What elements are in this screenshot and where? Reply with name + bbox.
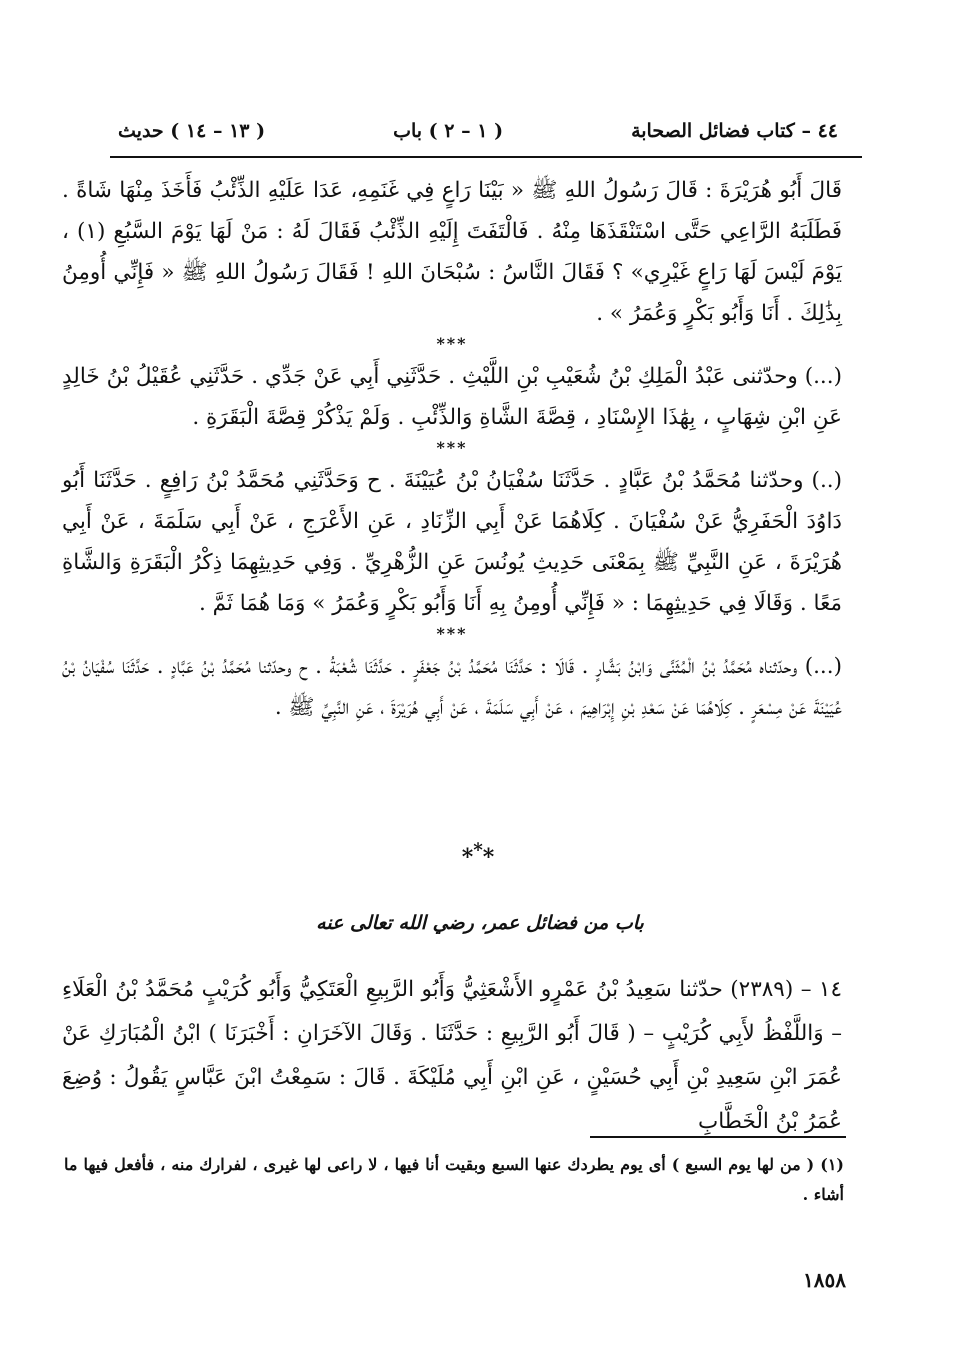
page-number: ١٨٥٨ bbox=[803, 1268, 846, 1292]
main-text bbox=[62, 170, 842, 728]
paragraph-1: قَالَ أَبُو هُرَيْرَةَ : قَالَ رَسُولُ اللهِ ﷺ « بَيْنَا رَاعٍ فِي غَنَمِهِ، عَدَا عَلَيْهِ الذِّئْبُ فَأَخَذَ مِنْهَا شَاةً . فَطَلَبَهُ الرَّاعِي حَتَّى اسْتَنْقَذَهَا مِنْهُ . فَالْتَفَتَ إِلَيْهِ الذِّئْبُ فَقَالَ لَهُ : مَنْ لَهَا يَوْمَ السَّبُعِ (١) ، يَوْمَ لَيْسَ لَهَا رَاعٍ غَيْرِي» ؟ فَقَالَ النَّاسُ : سُبْحَانَ اللهِ ! فَقَالَ رَسُولُ اللهِ ﷺ « فَإِنِّي أُومِنُ بِذَٰلِكَ . أَنَا وَأَبُو بَكْرٍ وَعُمَرُ » . bbox=[62, 178, 842, 326]
paragraph-4: (...) وحدّثناه مُحَمَّدُ بْنُ الْمُثَنَّى وَابْنُ بَشَّارٍ . قَالَا : حَدَّثَنَا مُحَمَّدُ بْنُ جَعْفَرٍ . حَدَّثَنَا شُعْبَةُ . ح وحدّثنا مُحَمَّدُ بْنُ عَبَّادٍ . حَدَّثَنَا سُفْيَانُ بْنُ عُيَيْنَةَ عَنْ مِسْعَرٍ . كِلَاهُمَا عَنْ سَعْدِ بْنِ إِبْرَاهِيمَ ، عَنْ أَبِي سَلَمَةَ ، عَنْ أَبِي هُرَيْرَةَ ، عَنِ النَّبِيِّ ﷺ . bbox=[62, 654, 842, 720]
chapter-title: باب من فضائل عمر، رضي الله تعالى عنه bbox=[316, 912, 644, 934]
running-header bbox=[118, 112, 838, 150]
footnote-1: (١) ( من لها يوم السبع ) أى يوم يطردك عنها السبع وبقيت أنا فيها ، لا راعى لها غيرى ، لفرارك منه ، فأفعل فيها ما أشاء . bbox=[64, 1155, 844, 1204]
header-hadith-range: ( ١٣ – ١٤ ) حديث bbox=[118, 120, 266, 142]
header-chapter-range: ( ١ – ٢ ) باب bbox=[393, 120, 504, 142]
separator-2: *** bbox=[436, 438, 468, 457]
separator-3: *** bbox=[436, 624, 468, 643]
header-book-title: ٤٤ – كتاب فضائل الصحابة bbox=[631, 120, 838, 142]
section-break: *** bbox=[461, 840, 495, 871]
paragraph-2: (...) وحدّثنى عَبْدُ الْمَلِكِ بْنُ شُعَيْبِ بْنِ اللَّيْثِ . حَدَّثَنِي أَبِي عَنْ جَدِّي . حَدَّثَنِي عُقَيْلُ بْنُ خَالِدٍ عَنِ ابْنِ شِهَابٍ ، بِهَٰذَا الإِسْنَادِ ، قِصَّةَ الشَّاةِ وَالذِّئْبِ . وَلَمْ يَذْكُرْ قِصَّةَ الْبَقَرَةِ . bbox=[62, 364, 842, 430]
paragraph-3: (..) وحدّثنا مُحَمَّدُ بْنُ عَبَّادٍ . حَدَّثَنَا سُفْيَانُ بْنُ عُيَيْنَةَ . ح وَحَدَّثَنِي مُحَمَّدُ بْنُ رَافِعٍ . حَدَّثَنَا أَبُو دَاوُدَ الْحَفَرِيُّ عَنْ سُفْيَانَ . كِلَاهُمَا عَنْ أَبِي الزِّنَادِ ، عَنِ الأَعْرَجِ ، عَنْ أَبِي سَلَمَةَ ، عَنْ أَبِي هُرَيْرَةَ ، عَنِ النَّبِيِّ ﷺ بِمَعْنَى حَدِيثِ يُونُسَ عَنِ الزُّهْرِيِّ . وَفِي حَدِيثِهِمَا ذِكْرُ الْبَقَرَةِ وَالشَّاةِ مَعًا . وَقَالَا فِي حَدِيثِهِمَا : « فَإِنِّي أُومِنُ بِهِ أَنَا وَأَبُو بَكْرٍ وَعُمَرُ » وَمَا هُمَا ثَمَّ . bbox=[62, 468, 842, 616]
header-divider bbox=[110, 156, 862, 158]
footnote-divider bbox=[590, 1136, 846, 1138]
separator-1: *** bbox=[436, 334, 468, 353]
hadith-14: ١٤ – (٢٣٨٩) حدّثنا سَعِيدُ بْنُ عَمْرٍو الأَشْعَثِيُّ وَأَبُو الرَّبِيعِ الْعَتَكِيُّ وَأَبُو كُرَيْبٍ مُحَمَّدُ بْنُ الْعَلَاءِ – وَاللَّفْظُ لأَبِي كُرَيْبٍ – ( قَالَ أَبُو الرَّبِيعِ : حَدَّثَنَا . وَقَالَ الآخَرَانِ : أَخْبَرَنَا ) ابْنُ الْمُبَارَكِ عَنْ عُمَرَ ابْنِ سَعِيدِ بْنِ أَبِي حُسَيْنٍ ، عَنِ ابْنِ أَبِي مُلَيْكَةَ . قَالَ : سَمِعْتُ ابْنَ عَبَّاسٍ يَقُولُ : وُضِعَ عُمَرُ بْنُ الْخَطَّابِ bbox=[62, 977, 842, 1134]
